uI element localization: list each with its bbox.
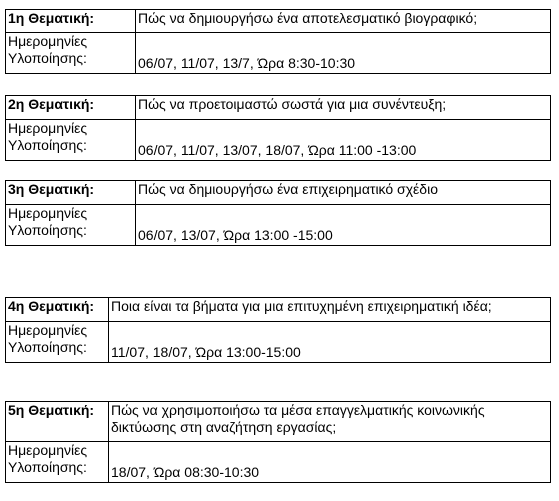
dates-label [6, 322, 109, 363]
dates-label [6, 33, 136, 74]
session-table-1 [5, 9, 551, 74]
dates-row [6, 205, 551, 246]
session-table-2 [5, 95, 551, 161]
dates-label-line1: Ημερομηνίες [8, 322, 88, 338]
topic-text: Πώς να δημιουργήσω ένα αποτελεσματικό βιογραφικό; [136, 10, 551, 33]
dates-label-line1: Ημερομηνίες [8, 33, 88, 49]
dates-label-line2: Υλοποίησης: [8, 459, 87, 475]
topic-text: Πώς να δημιουργήσω ένα επιχειρηματικό σχέδιο [136, 181, 551, 205]
topic-text: Ποια είναι τα βήματα για μια επιτυχημένη επιχειρηματική ιδέα; [109, 298, 551, 322]
session-table-5 [5, 401, 551, 483]
dates-value: 06/07, 11/07, 13/07, 18/07, Ώρα 11:00 -13:00 [136, 120, 551, 161]
dates-label-line2: Υλοποίησης: [8, 339, 87, 355]
dates-label-line2: Υλοποίησης: [8, 50, 87, 66]
dates-value: 06/07, 11/07, 13/7, Ώρα 8:30-10:30 [136, 33, 551, 74]
dates-value: 18/07, Ώρα 08:30-10:30 [109, 442, 551, 483]
dates-label-line1: Ημερομηνίες [8, 120, 88, 136]
dates-value: 11/07, 18/07, Ώρα 13:00-15:00 [109, 322, 551, 363]
topic-label: 3η Θεματική: [6, 181, 136, 205]
topic-label: 4η Θεματική: [6, 298, 109, 322]
topic-label: 5η Θεματική: [6, 402, 109, 442]
topic-row [6, 96, 551, 120]
dates-label-line2: Υλοποίησης: [8, 222, 87, 238]
topic-row [6, 10, 551, 33]
dates-label [6, 120, 136, 161]
topic-row [6, 298, 551, 322]
dates-label-line1: Ημερομηνίες [8, 205, 88, 221]
dates-label [6, 442, 109, 483]
dates-label-line1: Ημερομηνίες [8, 442, 88, 458]
topic-row [6, 181, 551, 205]
topic-label: 1η Θεματική: [6, 10, 136, 33]
session-table-3 [5, 180, 551, 246]
topic-label: 2η Θεματική: [6, 96, 136, 120]
dates-row [6, 442, 551, 483]
dates-label-line2: Υλοποίησης: [8, 137, 87, 153]
topic-text-line1: Πώς να χρησιμοποιήσω τα μέσα επαγγελματικής κοινωνικής [111, 402, 485, 418]
dates-label [6, 205, 136, 246]
dates-row [6, 33, 551, 74]
session-table-4 [5, 297, 551, 363]
dates-value: 06/07, 13/07, Ώρα 13:00 -15:00 [136, 205, 551, 246]
dates-row [6, 120, 551, 161]
dates-row [6, 322, 551, 363]
topic-text-line2: δικτύωσης στη αναζήτηση εργασίας; [111, 419, 337, 435]
topic-text: Πώς να προετοιμαστώ σωστά για μια συνέντευξη; [136, 96, 551, 120]
topic-text [109, 402, 551, 442]
topic-row [6, 402, 551, 442]
